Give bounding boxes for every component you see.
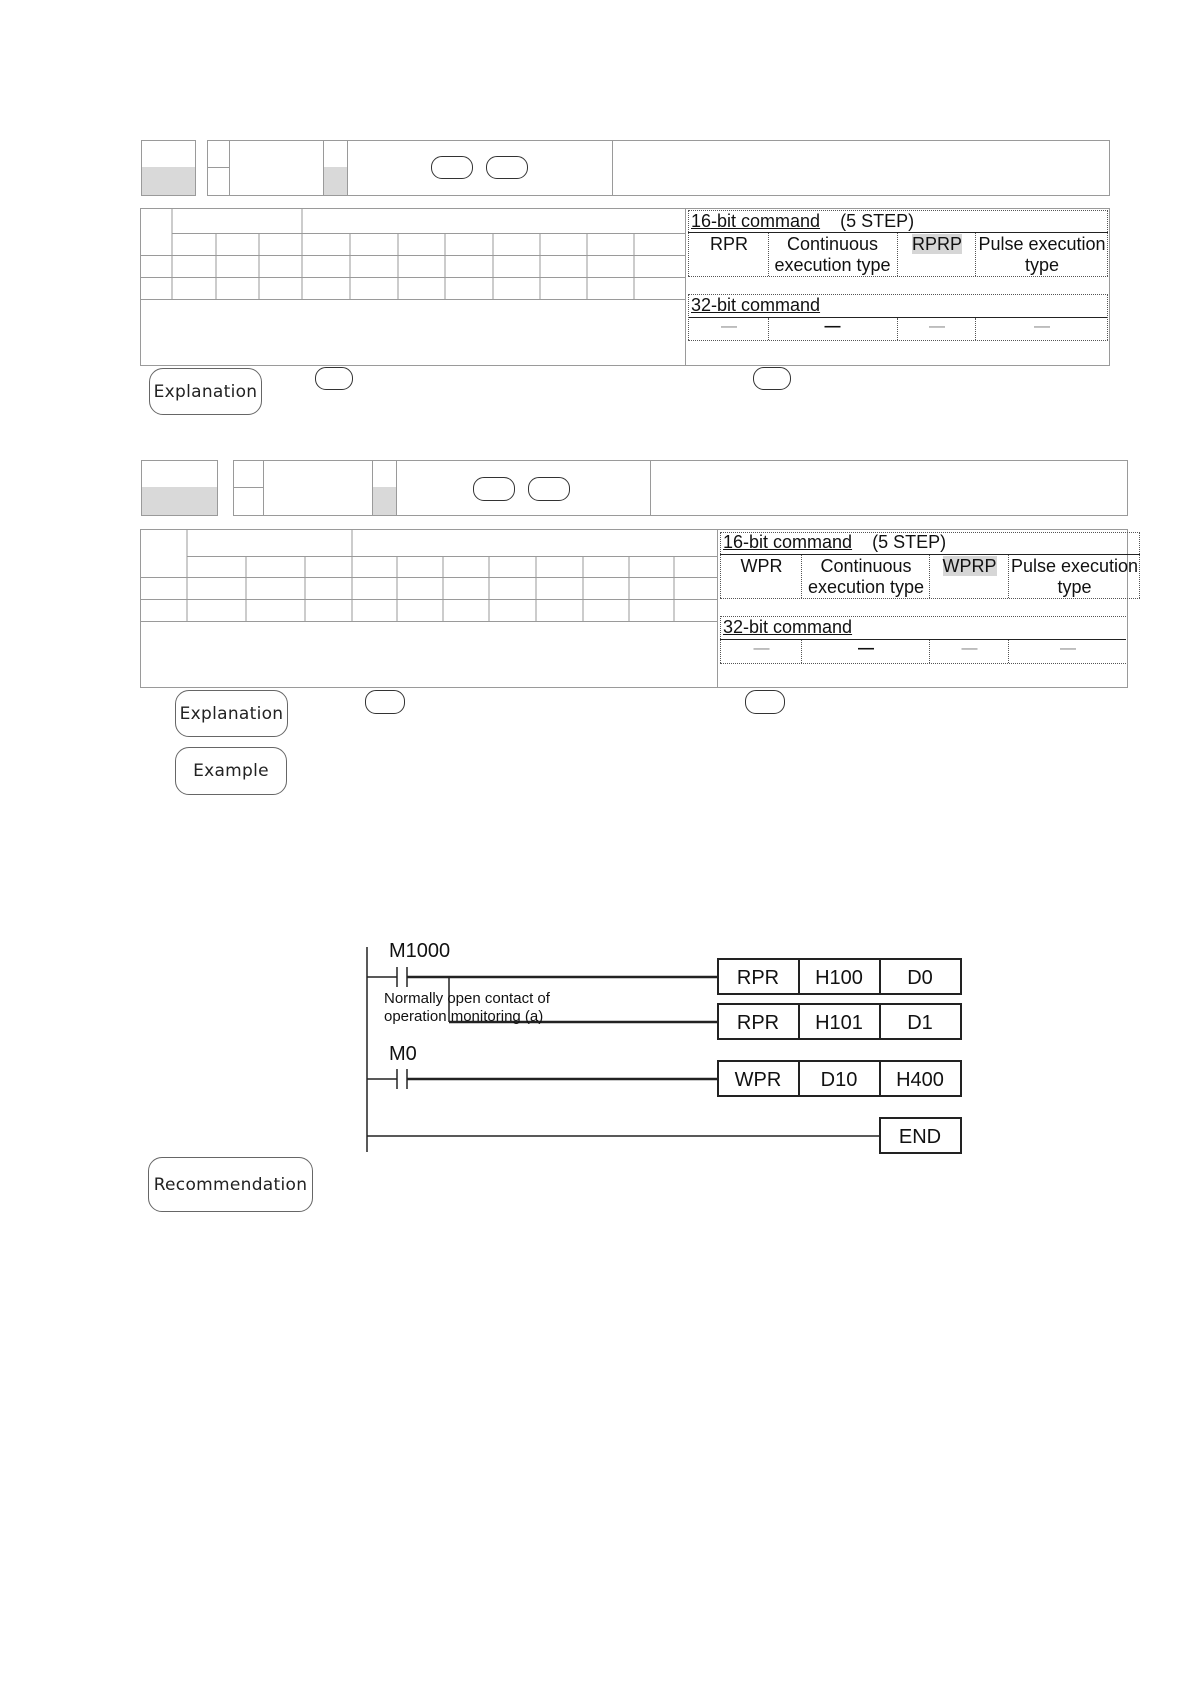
cmd32-label: 32-bit command xyxy=(691,295,821,315)
rprp-type: Pulse execution type xyxy=(978,234,1106,275)
explanation-badge-1: Explanation xyxy=(149,368,262,415)
contact-note-line2: operation monitoring (a) xyxy=(384,1008,544,1025)
row2-op: RPR xyxy=(736,1012,780,1034)
wpr-type: Continuous execution type xyxy=(807,556,925,597)
row2-s: H101 xyxy=(815,1012,863,1034)
rpr-type: Continuous execution type xyxy=(774,234,891,275)
cmd16-label: 16-bit command xyxy=(691,211,821,231)
cmd16-label: 16-bit command xyxy=(723,532,853,552)
wprp-label: WPRP xyxy=(942,556,997,576)
contact-m0-label: M0 xyxy=(389,1043,417,1065)
example-badge: Example xyxy=(175,747,287,795)
row3-op: WPR xyxy=(734,1069,782,1091)
rprp-label: RPRP xyxy=(911,234,962,254)
contact-m1000-label: M1000 xyxy=(389,940,451,962)
contact-note-line1: Normally open contact of xyxy=(384,990,550,1007)
row1-s: H100 xyxy=(815,967,863,989)
row1-op: RPR xyxy=(736,967,780,989)
recommendation-badge: Recommendation xyxy=(148,1157,313,1212)
row3-s: D10 xyxy=(820,1069,858,1091)
wpr-label: WPR xyxy=(740,556,783,576)
cmd32-label: 32-bit command xyxy=(723,617,853,637)
row3-d: H400 xyxy=(896,1069,944,1091)
wprp-type: Pulse execution type xyxy=(1010,556,1139,597)
rpr-label: RPR xyxy=(709,234,748,254)
cmd16-steps: (5 STEP) xyxy=(872,532,947,552)
row1-d: D0 xyxy=(907,967,933,989)
cmd16-steps: (5 STEP) xyxy=(840,211,915,231)
explanation-badge-2: Explanation xyxy=(175,690,288,737)
row2-d: D1 xyxy=(907,1012,933,1034)
end-label: END xyxy=(898,1126,942,1148)
